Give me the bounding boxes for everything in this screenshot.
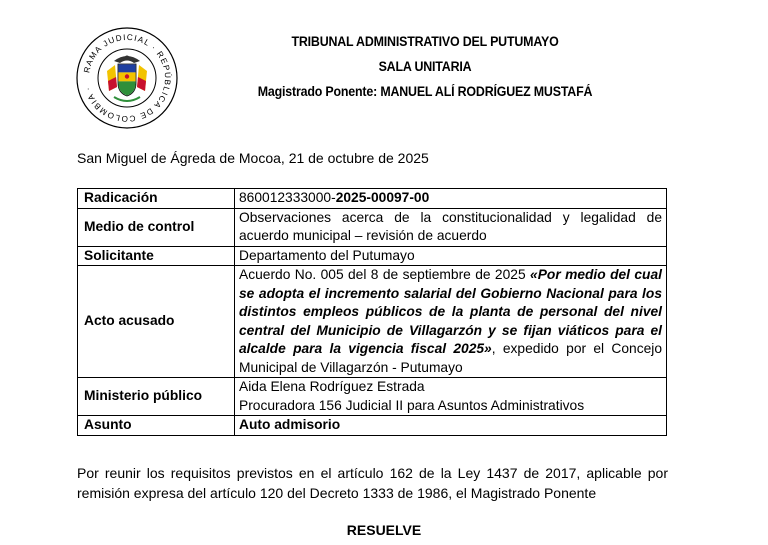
solicitante-label: Solicitante (78, 246, 235, 266)
table-row (78, 246, 667, 266)
body-paragraph: Por reunir los requisitos previstos en el artículo 162 de la Ley 1437 de 2017, aplicable por remisión expresa del artículo 120 del Decreto 1333 de 1986, el Magistrado Ponente (77, 465, 668, 501)
radicacion-prefix: 860012333000- (239, 190, 336, 205)
coat-of-arms-icon (74, 25, 180, 131)
acto-suffix: , expedido por el Concejo Municipal de Villagarzón - Putumayo (239, 341, 663, 375)
solicitante-value: Departamento del Putumayo (235, 246, 667, 266)
svg-text:RAMA JUDICIAL · REPÚBLICA DE C: RAMA JUDICIAL · REPÚBLICA DE COLOMBIA · (82, 32, 173, 124)
asunto-label: Asunto (78, 416, 235, 436)
ministerio-publico-label: Ministerio público (78, 378, 235, 416)
acto-title: «Por medio del cual se adopta el incremento salarial del Gobierno Nacional para los distintos empleos públicos de la planta de personal del nivel central del Municipio de Villagarzón y se fijan viáticos para el alcalde para la vigencia fiscal 2025» (239, 267, 662, 356)
magistrado-ponente: Magistrado Ponente: MANUEL ALÍ RODRÍGUEZ MUSTAFÁ (257, 84, 593, 99)
radicacion-value (235, 189, 667, 209)
acto-acusado-value (235, 266, 667, 378)
medio-control-label: Medio de control (78, 208, 235, 246)
tribunal-title: TRIBUNAL ADMINISTRATIVO DEL PUTUMAYO (291, 34, 559, 49)
table-row (78, 416, 667, 436)
ministerio-publico-value (235, 378, 667, 416)
radicacion-number: 2025-00097-00 (335, 190, 430, 205)
table-row (78, 208, 667, 246)
resuelve-heading: RESUELVE (346, 522, 422, 538)
sala-title: SALA UNITARIA (378, 59, 472, 74)
place-and-date: San Miguel de Ágreda de Mocoa, 21 de octubre de 2025 (77, 150, 429, 166)
acto-acusado-label: Acto acusado (78, 266, 235, 378)
rama-judicial-seal (74, 25, 180, 131)
ministerio-name: Aida Elena Rodríguez Estrada (239, 379, 425, 394)
radicacion-label: Radicación (78, 189, 235, 209)
ministerio-role: Procuradora 156 Judicial II para Asuntos Administrativos (239, 397, 585, 413)
case-details-table (77, 188, 667, 436)
asunto-value: Auto admisorio (235, 416, 667, 436)
table-row (78, 378, 667, 416)
table-row (78, 189, 667, 209)
acto-prefix: Acuerdo No. 005 del 8 de septiembre de 2025 (239, 267, 531, 282)
table-row (78, 266, 667, 378)
medio-control-value: Observaciones acerca de la constitucionalidad y legalidad de acuerdo municipal – revisión de acuerdo (235, 208, 667, 246)
